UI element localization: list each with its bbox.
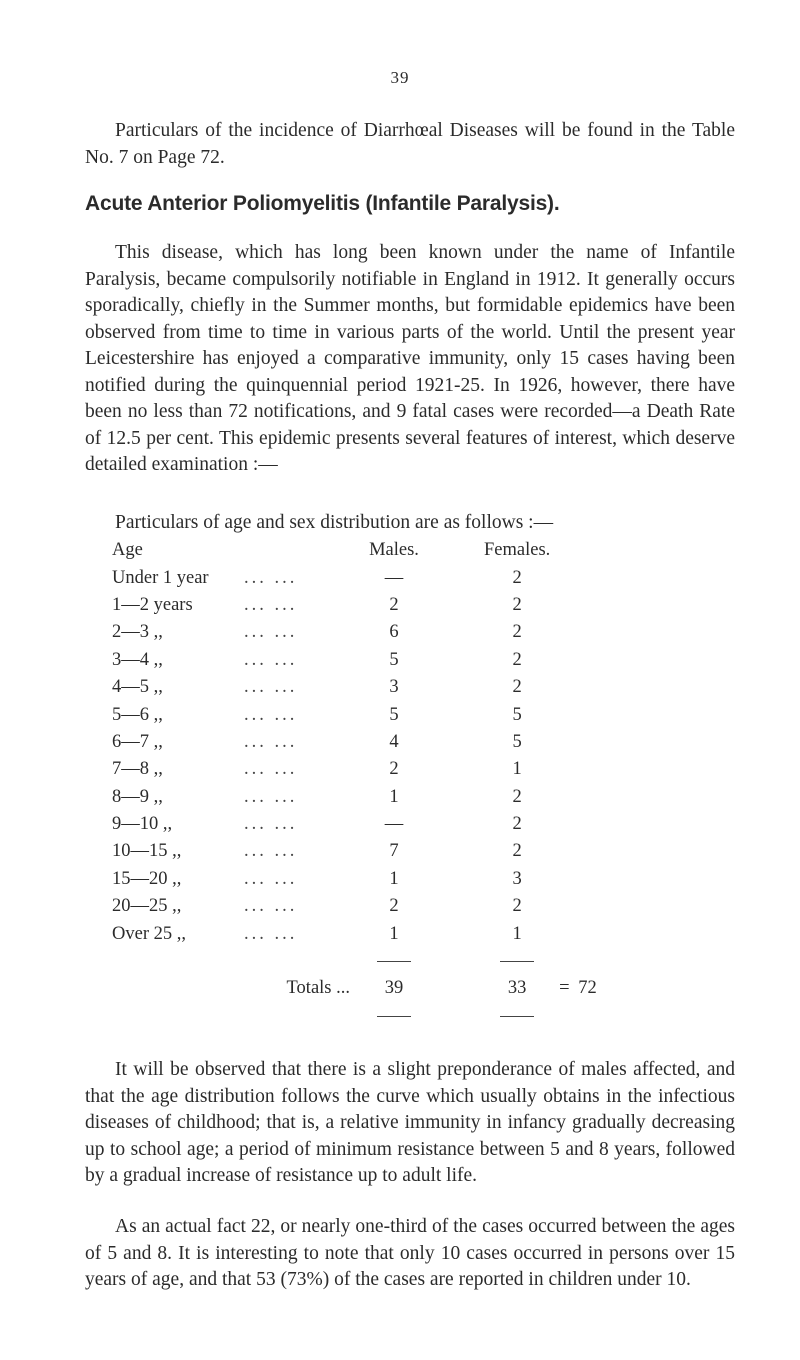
age-cell: 6—7 ,,	[112, 731, 163, 752]
males-cell: 6	[389, 622, 399, 643]
males-header: Males.	[369, 540, 419, 561]
leader-dots: ... ...	[244, 704, 298, 725]
females-cell: 2	[512, 649, 522, 670]
age-sex-distribution-table	[112, 537, 618, 1030]
leader-dots: ... ...	[244, 841, 298, 862]
age-cell: 10—15 ,,	[112, 841, 182, 862]
table-row	[112, 592, 618, 619]
age-cell: 3—4 ,,	[112, 649, 163, 670]
females-cell: 3	[512, 868, 522, 889]
females-cell: 2	[512, 594, 522, 615]
table-row	[112, 811, 618, 838]
sum-rule-row	[112, 1003, 618, 1030]
totals-label: Totals ...	[286, 978, 350, 999]
equals-sign: =	[559, 978, 570, 999]
females-header: Females.	[484, 540, 551, 561]
section-heading: Acute Anterior Poliomyelitis (Infantile Paralysis).	[85, 192, 560, 215]
table-row	[112, 619, 618, 646]
leader-dots: ... ...	[244, 622, 298, 643]
grand-total: 72	[578, 978, 597, 999]
females-cell: 2	[512, 677, 522, 698]
females-cell: 2	[512, 896, 522, 917]
age-cell: 9—10 ,,	[112, 814, 173, 835]
females-cell: 2	[512, 841, 522, 862]
males-cell: 1	[389, 923, 399, 944]
sum-rule	[500, 1016, 534, 1017]
age-cell: 2—3 ,,	[112, 622, 163, 643]
males-cell: 5	[389, 649, 399, 670]
females-cell: 2	[512, 786, 522, 807]
females-cell: 5	[512, 704, 522, 725]
table-row	[112, 784, 618, 811]
table-row	[112, 647, 618, 674]
final-paragraph: As an actual fact 22, or nearly one-third of the cases occurred between the ages of 5 and 8. It is interesting to note that only 10 cases occurred in persons over 15 years of age, and that 53 (73%) of the cases are reported in children under 10.	[85, 1216, 735, 1290]
sum-rule	[377, 1016, 411, 1017]
females-cell: 5	[512, 731, 522, 752]
leader-dots: ... ...	[244, 923, 298, 944]
leader-dots: ... ...	[244, 649, 298, 670]
leader-dots: ... ...	[244, 594, 298, 615]
table-row	[112, 674, 618, 701]
males-cell: 5	[389, 704, 399, 725]
table-row	[112, 866, 618, 893]
males-cell: 2	[389, 896, 399, 917]
table-header-row	[112, 537, 618, 564]
males-cell: 1	[389, 868, 399, 889]
females-total: 33	[507, 978, 527, 999]
males-cell: —	[384, 814, 404, 835]
age-cell: 7—8 ,,	[112, 759, 163, 780]
age-cell: 8—9 ,,	[112, 786, 163, 807]
age-header: Age	[112, 540, 143, 561]
main-paragraph: This disease, which has long been known under the name of Infantile Paralysis, became compulsorily notifiable in England in 1912. It generally occurs sporadically, chiefly in the Summer months, but formidable epidemics have been observed from time to time in various parts of the world. Until the present year Leicestershire has enjoyed a comparative immunity, only 15 cases having been notified during the quinquennial period 1921-25. In 1926, however, there have been no less than 72 notifications, and 9 fatal cases were recorded—a Death Rate of 12.5 per cent. This epidemic presents several features of interest, which deserve detailed examination :—	[85, 242, 735, 475]
table-row	[112, 564, 618, 591]
page-number: 39	[390, 68, 410, 87]
table-row	[112, 701, 618, 728]
sum-rule	[500, 961, 534, 962]
females-cell: 2	[512, 567, 522, 588]
age-cell: 15—20 ,,	[112, 868, 182, 889]
males-cell: 4	[389, 731, 399, 752]
leader-dots: ... ...	[244, 731, 298, 752]
males-cell: 3	[389, 677, 399, 698]
table-intro: Particulars of age and sex distribution are as follows :—	[115, 512, 554, 533]
age-cell: 20—25 ,,	[112, 896, 182, 917]
males-cell: 7	[389, 841, 399, 862]
leader-dots: ... ...	[244, 567, 298, 588]
sum-rule	[377, 961, 411, 962]
males-cell: —	[384, 567, 404, 588]
age-cell: 5—6 ,,	[112, 704, 163, 725]
table-row	[112, 893, 618, 920]
leader-dots: ... ...	[244, 896, 298, 917]
leader-dots: ... ...	[244, 868, 298, 889]
females-cell: 1	[512, 923, 522, 944]
leader-dots: ... ...	[244, 677, 298, 698]
table-row	[112, 920, 618, 947]
observation-paragraph: It will be observed that there is a slight preponderance of males affected, and that the age distribution follows the curve which usually obtains in the infectious diseases of childhood; that is, a relative immunity in infancy gradually decreasing up to school age; a period of minimum resistance between 5 and 8 years, followed by a gradual increase of resistance up to adult life.	[85, 1059, 735, 1186]
males-cell: 1	[389, 786, 399, 807]
age-cell: Over 25 ,,	[112, 923, 186, 944]
sum-rule-row	[112, 948, 618, 975]
totals-row	[112, 975, 618, 1002]
table-row	[112, 756, 618, 783]
leader-dots: ... ...	[244, 814, 298, 835]
females-cell: 1	[512, 759, 522, 780]
table-row	[112, 838, 618, 865]
intro-paragraph: Particulars of the incidence of Diarrhœal Diseases will be found in the Table No. 7 on Page 72.	[85, 120, 735, 168]
females-cell: 2	[512, 622, 522, 643]
males-cell: 2	[389, 594, 399, 615]
leader-dots: ... ...	[244, 759, 298, 780]
females-cell: 2	[512, 814, 522, 835]
males-total: 39	[384, 978, 404, 999]
age-cell: Under 1 year	[112, 567, 209, 588]
age-cell: 4—5 ,,	[112, 677, 163, 698]
males-cell: 2	[389, 759, 399, 780]
leader-dots: ... ...	[244, 786, 298, 807]
table-row	[112, 729, 618, 756]
age-cell: 1—2 years	[112, 594, 193, 615]
